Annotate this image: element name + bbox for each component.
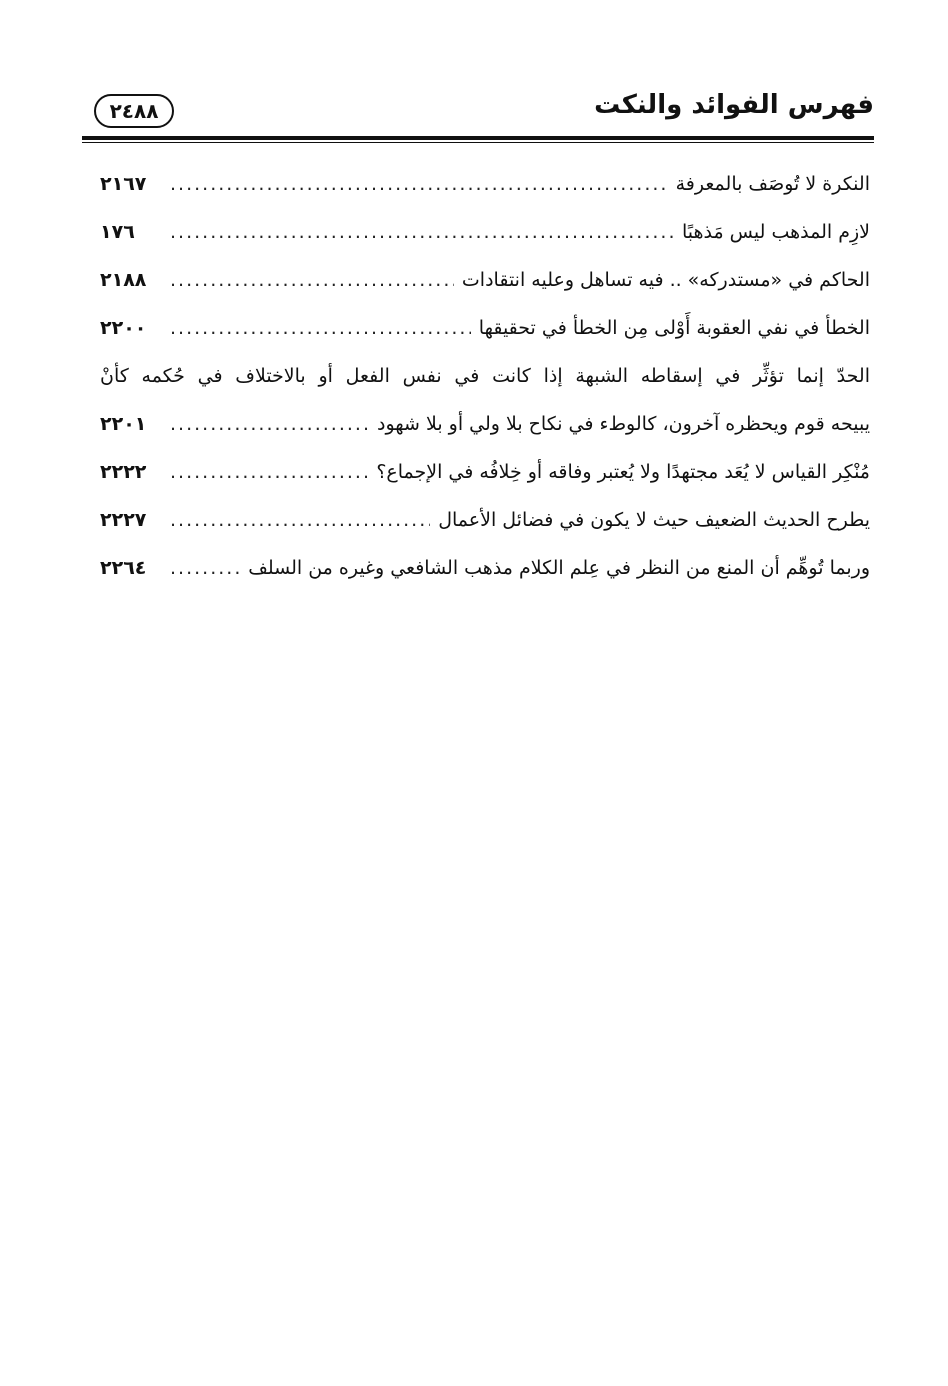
index-entry: [100, 400, 870, 448]
running-title: فهرس الفوائد والنكت: [594, 90, 874, 120]
entry-text: النكرة لا تُوصَف بالمعرفة: [675, 173, 870, 195]
index-entry: [100, 496, 870, 544]
entry-text: وربما تُوهِّم أن المنع من النظر في عِلم الكلام مذهب الشافعي وغيره من السلف: [248, 557, 870, 579]
index-entry-continued: [100, 352, 870, 400]
entry-page: ٢٢٦٤: [100, 557, 147, 579]
dot-leader: [170, 304, 471, 352]
entry-text: يطرح الحديث الضعيف حيث لا يكون في فضائل الأعمال: [438, 509, 870, 531]
entry-page: ٢١٨٨: [100, 269, 147, 291]
entry-text: الحاكم في «مستدركه» .. فيه تساهل وعليه انتقادات: [461, 269, 870, 291]
entry-text: لازِم المذهب ليس مَذهبًا: [681, 221, 870, 243]
entry-page: ١٧٦: [100, 221, 135, 243]
index-entry: [100, 208, 870, 256]
entry-text: الخطأ في نفي العقوبة أَوْلى مِن الخطأ في تحقيقها: [478, 317, 870, 339]
dot-leader: [170, 496, 430, 544]
entry-page: ٢٢٢٢: [100, 461, 147, 483]
header-rule-thin: [82, 142, 874, 143]
entry-text: الحدّ إنما تؤثِّر في إسقاطه الشبهة إذا كانت في نفس الفعل أو بالاختلاف في حُكمه كأنْ: [100, 365, 870, 387]
index-entries: [100, 160, 870, 592]
index-entry: [100, 304, 870, 352]
dot-leader: [170, 208, 674, 256]
index-entry: [100, 544, 870, 592]
entry-page: ٢٢٠١: [100, 413, 147, 435]
index-entry: [100, 256, 870, 304]
dot-leader: [170, 256, 454, 304]
dot-leader: [170, 448, 368, 496]
dot-leader: [170, 160, 668, 208]
entry-text: مُنْكِر القياس لا يُعَد مجتهدًا ولا يُعتبر وفاقه أو خِلافُه في الإجماع؟: [376, 461, 870, 483]
entry-page: ٢٢٢٧: [100, 509, 147, 531]
entry-page: ٢٢٠٠: [100, 317, 147, 339]
page-header: [82, 88, 874, 136]
entry-page: ٢١٦٧: [100, 173, 147, 195]
entry-text: يبيحه قوم ويحظره آخرون، كالوطء في نكاح بلا ولي أو بلا شهود: [377, 413, 870, 435]
index-entry: [100, 448, 870, 496]
index-entry: [100, 160, 870, 208]
dot-leader: [170, 544, 240, 592]
page-number-badge: ٢٤٨٨: [94, 94, 174, 128]
header-rule-thick: [82, 136, 874, 140]
dot-leader: [170, 400, 369, 448]
